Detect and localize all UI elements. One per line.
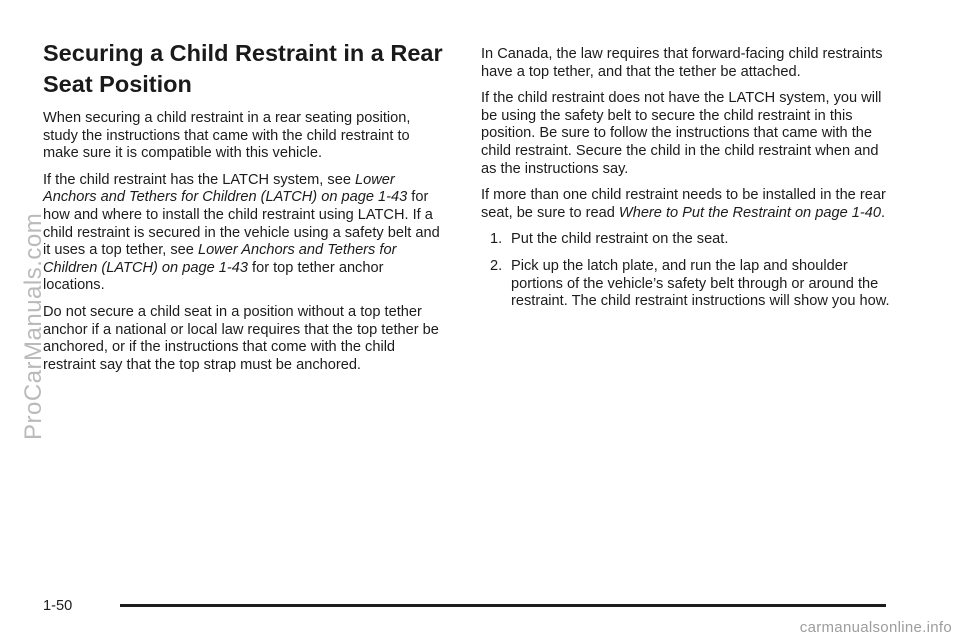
paragraph-text: In Canada, the law requires that forward-facing child restraints have a top tether, and that the tether be attached.	[481, 46, 883, 80]
paragraph-text: for top tether anchor locations.	[43, 259, 384, 294]
step-number: 2.	[490, 257, 503, 274]
left-column	[43, 38, 445, 383]
step-text: Pick up the latch plate, and run the lap and shoulder portions of the vehicle’s safety belt through or around the restraint. The child restraint instructions will show you how.	[511, 257, 890, 310]
paragraph-text: If the child restraint has the LATCH system, see	[43, 171, 355, 188]
cross-reference-link[interactable]: Where to Put the Restraint on page 1-40	[618, 204, 881, 221]
step-number: 1.	[490, 231, 503, 248]
cross-reference-link[interactable]: Lower Anchors and Tethers for Children (LATCH) on page 1-43	[43, 242, 397, 276]
paragraph-text: Do not secure a child seat in a position without a top tether anchor if a national or local law requires that the top tether be anchored, or if the instructions that come with the child restraint say that the top strap must be anchored.	[43, 303, 439, 373]
paragraph-compatibility	[43, 110, 445, 163]
side-watermark: ProCarManuals.com	[20, 212, 47, 440]
footer-divider	[120, 604, 886, 607]
right-column	[481, 46, 891, 320]
paragraph-latch	[43, 172, 445, 295]
page-number: 1-50	[43, 598, 73, 614]
paragraph-text: If the child restraint does not have the LATCH system, you will be using the safety belt to secure the child restraint in this position. Be sure to follow the instructions that came with the child restraint. Secure the child in the child restraint when and as the instructions say.	[481, 90, 882, 177]
footer-site-watermark: carmanualsonline.info	[799, 619, 952, 636]
paragraph-text: for how and where to install the child restraint using LATCH. If a child restraint is secured in the vehicle using a safety belt and it uses a top tether, see	[43, 189, 440, 259]
step-text: Put the child restraint on the seat.	[511, 231, 729, 248]
instruction-step	[481, 231, 891, 249]
paragraph-text: When securing a child restraint in a rear seating position, study the instructions that came with the child restraint to make sure it is compatible with this vehicle.	[43, 110, 411, 162]
paragraph-text: .	[880, 204, 886, 221]
paragraph-no-latch	[481, 90, 891, 178]
paragraph-multiple-restraints	[481, 187, 891, 222]
section-heading: Securing a Child Restraint in a Rear Seat Position	[43, 40, 443, 97]
paragraph-text: If more than one child restraint needs to be installed in the rear seat, be sure to read	[481, 187, 886, 221]
cross-reference-link[interactable]: Lower Anchors and Tethers for Children (LATCH) on page 1-43	[43, 171, 408, 206]
instruction-steps	[481, 231, 891, 310]
instruction-step	[481, 258, 891, 311]
paragraph-top-tether-warning	[43, 304, 445, 374]
paragraph-canada-law	[481, 46, 891, 81]
